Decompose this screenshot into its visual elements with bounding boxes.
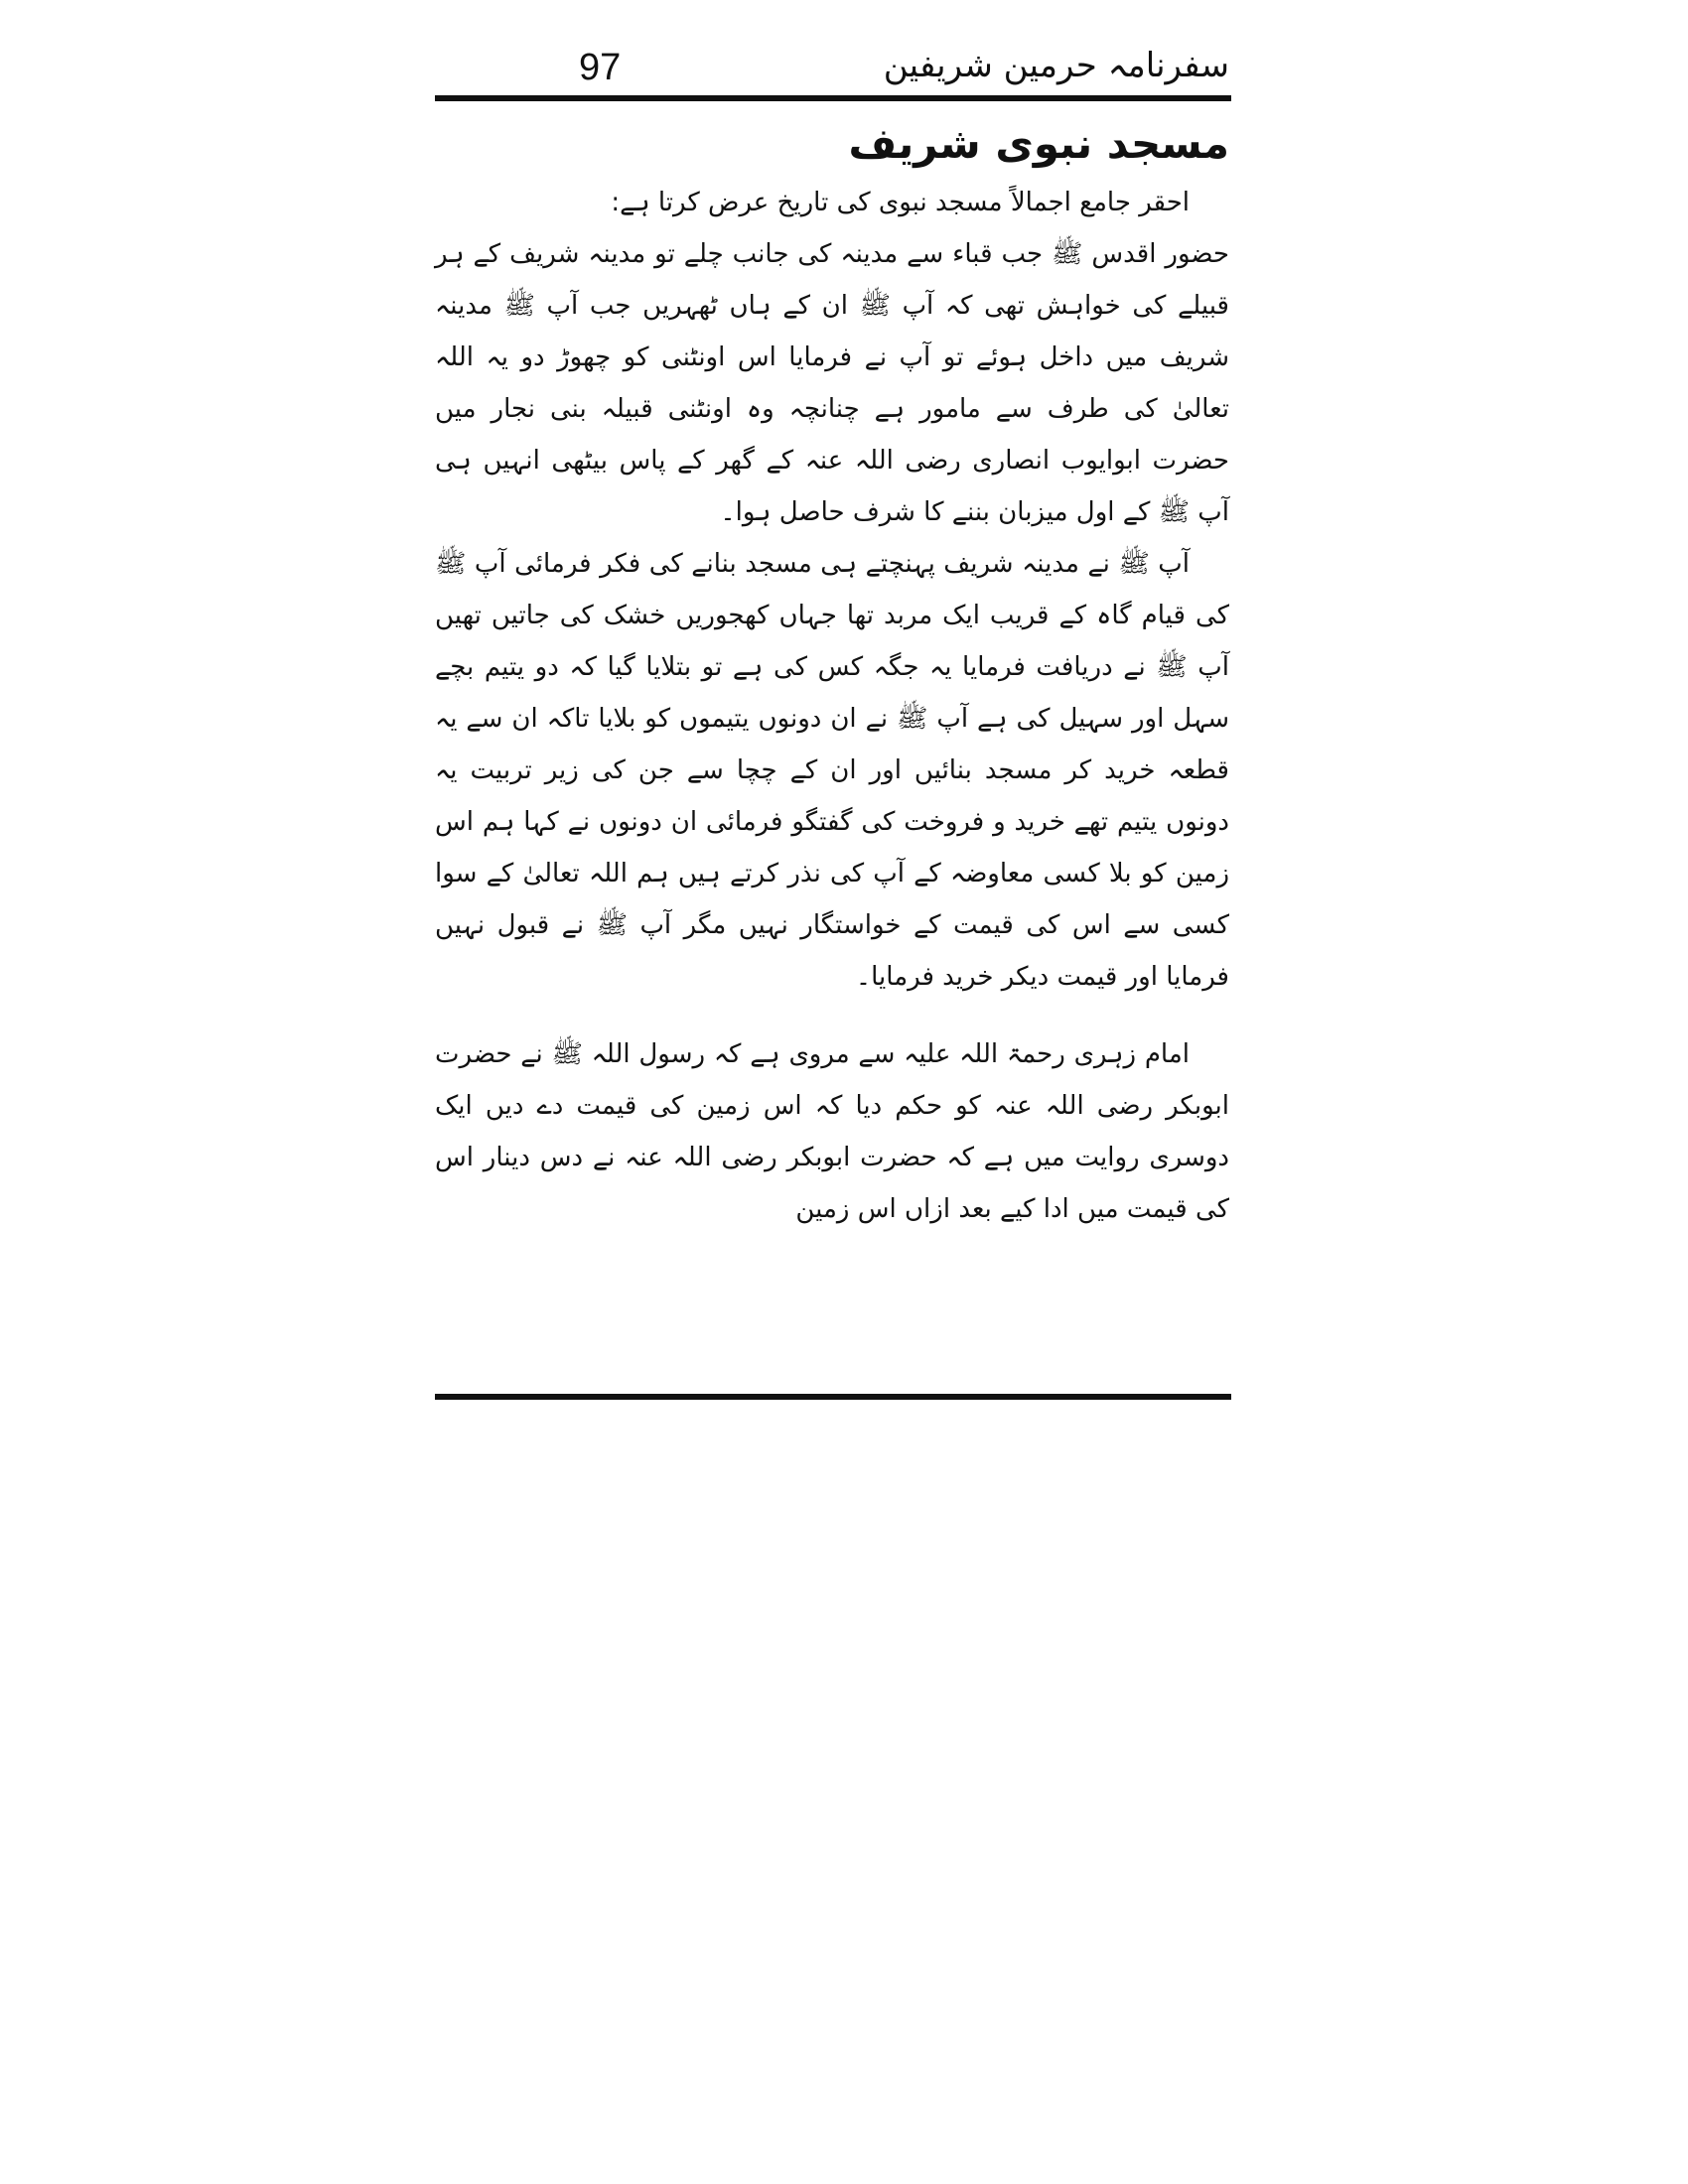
page-header [435,40,1229,99]
header-rule [435,95,1231,101]
paragraph-gap [435,1003,1229,1028]
page-body [435,111,1229,1235]
paragraph-mosque-land: آپ ﷺ نے مدینہ شریف پہنچتے ہی مسجد بنانے کی فکر فرمائی آپ ﷺ کی قیام گاہ کے قریب ایک مربد تھا جہاں کھجوریں خشک کی جاتیں تھیں آپ ﷺ نے دریافت فرمایا یہ جگہ کس کی ہے تو بتلایا گیا کہ دو یتیم بچے سہل اور سہیل کی ہے آپ ﷺ نے ان دونوں یتیموں کو بلایا تاکہ ان سے یہ قطعہ خرید کر مسجد بنائیں اور ان کے چچا سے جن کی زیر تربیت یہ دونوں یتیم تھے خرید و فروخت کی گفتگو فرمائی ان دونوں نے کہا ہم اس زمین کو بلا کسی معاوضہ کے آپ کی نذر کرتے ہیں ہم اللہ تعالیٰ کے سوا کسی سے اس کی قیمت کے خواستگار نہیں مگر آپ ﷺ نے قبول نہیں فرمایا اور قیمت دیکر خرید فرمایا۔ [435,549,1229,992]
paragraph-arrival: حضور اقدس ﷺ جب قباء سے مدینہ کی جانب چلے تو مدینہ شریف کے ہر قبیلے کی خواہش تھی کہ آپ ﷺ ان کے ہاں ٹھہریں جب آپ ﷺ مدینہ شریف میں داخل ہوئے تو آپ نے فرمایا اس اونٹنی کو چھوڑ دو یہ اللہ تعالیٰ کی طرف سے مامور ہے چنانچہ وہ اونٹنی قبیلہ بنی نجار میں حضرت ابوایوب انصاری رضی اللہ عنہ کے گھر کے پاس بیٹھی انہیں ہی آپ ﷺ کے اول میزبان بننے کا شرف حاصل ہوا۔ [435,239,1229,527]
book-title: سفرنامہ حرمین شریفین [883,46,1229,85]
intro-line: احقر جامع اجمالاً مسجد نبوی کی تاریخ عرض کرتا ہے: [611,188,1190,217]
section-heading: مسجد نبوی شریف [848,119,1229,168]
page-number: 97 [579,47,622,88]
paragraph-zuhri: امام زہری رحمۃ اللہ علیہ سے مروی ہے کہ رسول اللہ ﷺ نے حضرت ابوبکر رضی اللہ عنہ کو حکم دیا کہ اس زمین کی قیمت دے دیں ایک دوسری روایت میں ہے کہ حضرت ابوبکر رضی اللہ عنہ نے دس دینار اس کی قیمت میں ادا کیے بعد ازاں اس زمین [435,1039,1229,1224]
footer-rule [435,1394,1231,1400]
